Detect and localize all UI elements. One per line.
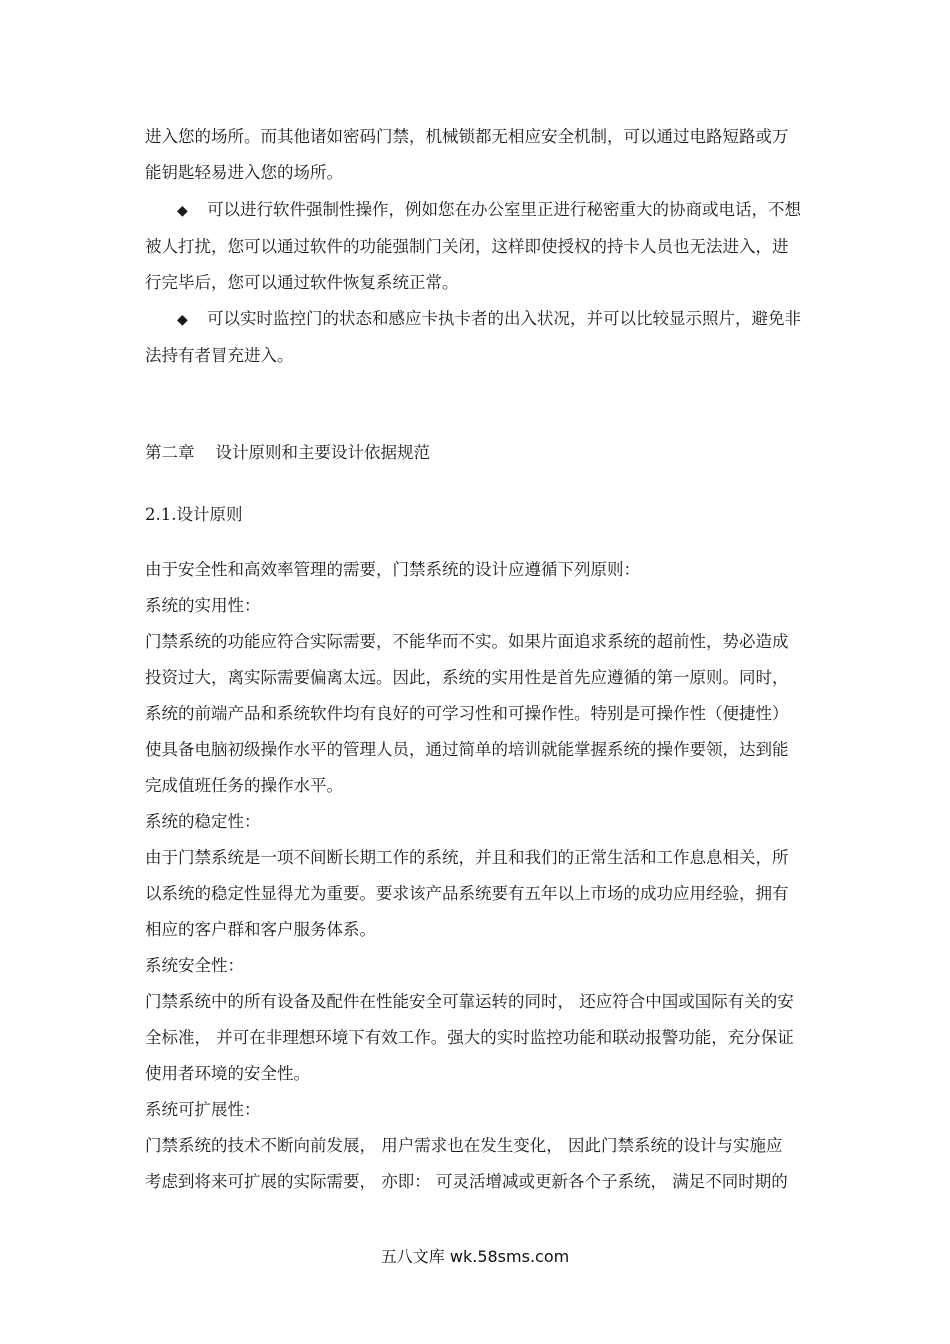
bullet-line: 被人打扰，您可以通过软件的功能强制门关闭，这样即使授权的持卡人员也无法进入，进 — [145, 237, 789, 256]
bullet-paragraph-2 — [145, 301, 807, 374]
intro-line: 能钥匙轻易进入您的场所。 — [145, 163, 343, 182]
body-line: 考虑到将来可扩展的实际需要， 亦即： 可灵活增减或更新各个子系统， 满足不同时期的 — [145, 1172, 788, 1191]
body-line: 门禁系统的功能应符合实际需要，不能华而不实。如果片面追求系统的超前性，势必造成 — [145, 632, 789, 651]
bullet-line: 行完毕后，您可以通过软件恢复系统正常。 — [145, 273, 459, 292]
intro-paragraph — [145, 119, 807, 191]
body-line: 由于安全性和高效率管理的需要，门禁系统的设计应遵循下列原则： — [145, 560, 640, 579]
body-line: 投资过大，离实际需要偏离太远。因此，系统的实用性是首先应遵循的第一原则。同时， — [145, 668, 789, 687]
body-line: 由于门禁系统是一项不间断长期工作的系统，并且和我们的正常生活和工作息息相关，所 — [145, 848, 789, 867]
footer-watermark: 五八文库 wk.58sms.com — [380, 1247, 570, 1266]
body-line: 门禁系统中的所有设备及配件在性能安全可靠运转的同时， 还应符合中国或国际有关的安 — [145, 992, 794, 1011]
body-line: 相应的客户群和客户服务体系。 — [145, 920, 376, 939]
bullet-paragraph-1 — [145, 192, 807, 301]
bullet-line: ◆ 可以进行软件强制性操作，例如您在办公室里正进行秘密重大的协商或电话，不想 — [145, 192, 807, 229]
body-line: 门禁系统的技术不断向前发展， 用户需求也在发生变化， 因此门禁系统的设计与实施应 — [145, 1136, 783, 1155]
chapter-heading: 第二章 设计原则和主要设计依据规范 — [145, 443, 430, 462]
section-heading: 2.1.设计原则 — [145, 505, 243, 524]
body-line: 使具备电脑初级操作水平的管理人员，通过简单的培训就能掌握系统的操作要领，达到能 — [145, 740, 789, 759]
body-line: 使用者环境的安全性。 — [145, 1064, 310, 1083]
diamond-bullet-icon: ◆ — [177, 203, 188, 219]
intro-line: 进入您的场所。而其他诸如密码门禁，机械锁都无相应安全机制，可以通过电路短路或万 — [145, 127, 789, 146]
bullet-line: 法持有者冒充进入。 — [145, 346, 294, 365]
body-line: 完成值班任务的操作水平。 — [145, 776, 343, 795]
subsection-title: 系统可扩展性： — [145, 1100, 261, 1119]
body-line: 以系统的稳定性显得尤为重要。要求该产品系统要有五年以上市场的成功应用经验，拥有 — [145, 884, 789, 903]
subsection-title: 系统的实用性： — [145, 596, 261, 615]
subsection-title: 系统安全性： — [145, 956, 244, 975]
subsection-title: 系统的稳定性： — [145, 812, 261, 831]
body-text — [145, 552, 807, 1200]
bullet-line: ◆ 可以实时监控门的状态和感应卡执卡者的出入状况，并可以比较显示照片，避免非 — [145, 301, 807, 338]
diamond-bullet-icon: ◆ — [177, 312, 188, 328]
body-line: 全标准， 并可在非理想环境下有效工作。强大的实时监控功能和联动报警功能，充分保证 — [145, 1028, 794, 1047]
body-line: 系统的前端产品和系统软件均有良好的可学习性和可操作性。特别是可操作性（便捷性） — [145, 704, 789, 723]
